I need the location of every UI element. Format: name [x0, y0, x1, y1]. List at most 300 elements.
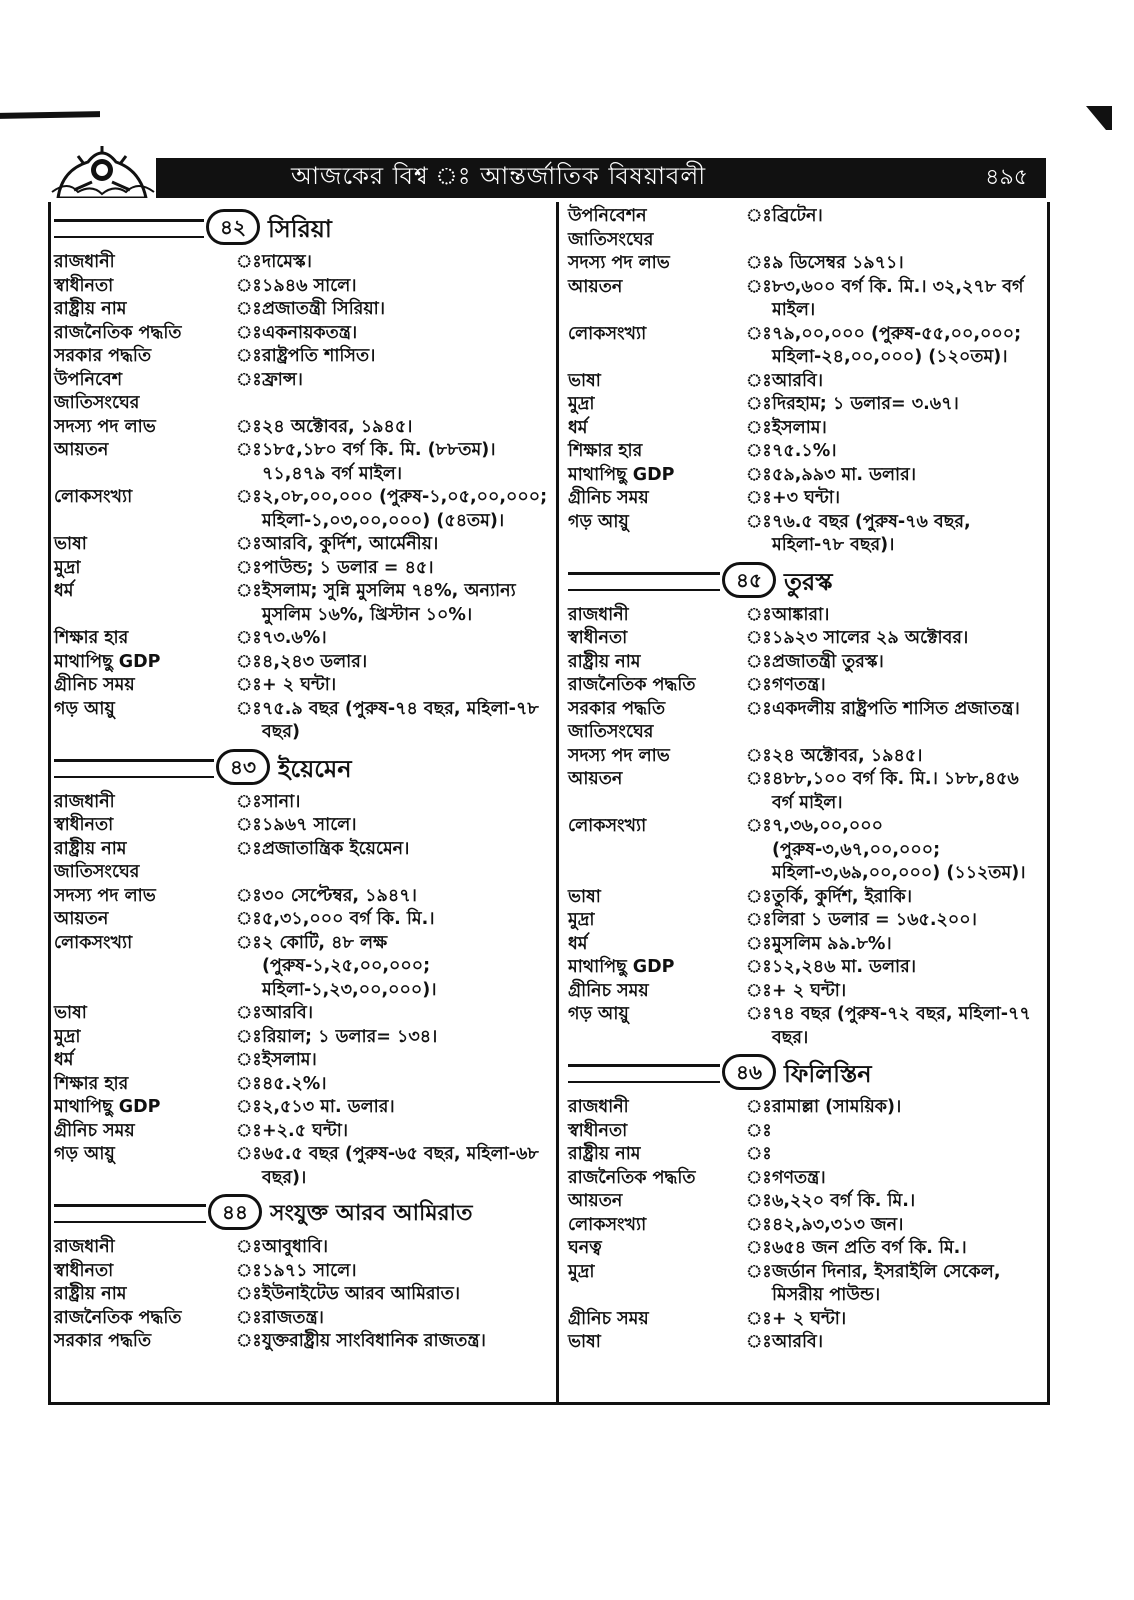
- info-row: [54, 651, 548, 675]
- field-label: সরকার পদ্ধতি: [54, 346, 152, 366]
- info-row: [568, 1190, 1038, 1214]
- field-label: ধর্ম: [568, 417, 588, 438]
- field-value: গণতন্ত্র।: [772, 1167, 826, 1188]
- field-label: জাতিসংঘের: [568, 722, 654, 742]
- info-row: [54, 1307, 548, 1331]
- field-value: ১৯৭১ সালে।: [262, 1260, 357, 1281]
- field-value: মুসলিম ৯৯.৮%।: [772, 933, 892, 954]
- field-value: ৭,৩৬,০০,০০০ (পুরুষ-৩,৬৭,০০,০০০; মহিলা-৩,৬৯,০০,০০০) (১১২তম)।: [772, 816, 1026, 883]
- field-value: ১২,২৪৬ মা. ডলার।: [772, 957, 916, 977]
- field-label: মুদ্রা: [568, 394, 595, 414]
- field-label: স্বাধীনতা: [54, 275, 114, 296]
- field-value: একনায়কতন্ত্র।: [262, 322, 358, 343]
- section-heading: [54, 209, 548, 245]
- field-value: ইসলাম।: [262, 1050, 317, 1070]
- info-rows: [568, 1096, 1038, 1355]
- field-value: [262, 861, 548, 885]
- field-separator: ঃ: [746, 1214, 772, 1235]
- field-separator: [236, 392, 262, 416]
- info-rows: [568, 604, 1038, 1051]
- field-separator: ঃ: [236, 838, 262, 859]
- field-separator: ঃ: [746, 604, 772, 625]
- field-separator: ঃ: [236, 815, 262, 835]
- field-separator: ঃ: [236, 1307, 262, 1328]
- right-column: [568, 205, 1038, 1355]
- field-separator: ঃ: [746, 441, 772, 461]
- field-value: প্রজাতান্ত্রিক ইয়েমেন।: [262, 838, 410, 859]
- info-row: [54, 885, 548, 909]
- info-rows: [54, 1236, 548, 1354]
- field-label: আয়তন: [54, 440, 109, 460]
- header-banner: [156, 158, 1046, 198]
- field-separator: ঃ: [746, 1167, 772, 1188]
- section-number: ৪৪: [208, 1194, 262, 1230]
- field-separator: ঃ: [236, 275, 262, 296]
- field-value: [262, 392, 548, 416]
- field-separator: ঃ: [746, 628, 772, 648]
- field-label: মাথাপিছু GDP: [54, 1097, 161, 1117]
- field-separator: ঃ: [236, 534, 262, 554]
- field-value: রিয়াল; ১ ডলার= ১৩৪।: [262, 1026, 438, 1047]
- field-label: জাতিসংঘের: [568, 229, 654, 250]
- field-separator: ঃ: [236, 1120, 262, 1141]
- field-separator: ঃ: [746, 253, 772, 273]
- field-label: রাজনৈতিক পদ্ধতি: [54, 322, 182, 343]
- page-number: ৪৯৫: [985, 164, 1028, 190]
- field-value: ২৪ অক্টোবর, ১৯৪৫।: [262, 416, 413, 437]
- info-row: [568, 745, 1038, 769]
- info-row: [54, 298, 548, 322]
- section-uae: [54, 1194, 548, 1354]
- field-separator: ঃ: [746, 933, 772, 954]
- info-row: [568, 1331, 1038, 1355]
- info-row: [568, 886, 1038, 910]
- info-row: [568, 1120, 1038, 1144]
- field-separator: ঃ: [746, 1004, 772, 1024]
- info-row: [568, 205, 1038, 229]
- info-row: [54, 416, 548, 440]
- field-label: ভাষা: [568, 370, 601, 391]
- field-label: আয়তন: [568, 1191, 623, 1211]
- field-separator: ঃ: [746, 323, 772, 344]
- field-label: শিক্ষার হার: [54, 628, 129, 648]
- info-row: [568, 464, 1038, 488]
- field-label: সরকার পদ্ধতি: [54, 1331, 152, 1351]
- field-label: রাষ্ট্রীয় নাম: [568, 651, 641, 672]
- info-row: [54, 486, 548, 533]
- field-value: ৭৪ বছর (পুরুষ-৭২ বছর, মহিলা-৭৭ বছর।: [772, 1004, 1031, 1048]
- field-separator: ঃ: [236, 932, 262, 953]
- field-label: সরকার পদ্ধতি: [568, 698, 666, 719]
- info-row: [54, 1120, 548, 1144]
- info-row: [568, 323, 1038, 370]
- field-value: ১৮৫,১৮০ বর্গ কি. মি. (৮৮তম)। ৭১,৪৭৯ বর্গ মাইল।: [262, 440, 496, 484]
- field-label: মুদ্রা: [568, 1261, 595, 1282]
- info-rows: [54, 791, 548, 1191]
- field-label: লোকসংখ্যা: [54, 932, 133, 953]
- field-separator: ঃ: [746, 886, 772, 907]
- field-value: আরবি।: [772, 370, 824, 391]
- info-row: [54, 580, 548, 627]
- field-separator: ঃ: [746, 1238, 772, 1258]
- field-label: রাজনৈতিক পদ্ধতি: [54, 1307, 182, 1328]
- field-label: রাজধানী: [54, 1237, 115, 1257]
- info-row: [568, 674, 1038, 698]
- field-label: স্বাধীনতা: [54, 1260, 114, 1281]
- section-uae-continued: [568, 205, 1038, 558]
- field-separator: ঃ: [236, 675, 262, 695]
- field-label: মাথাপিছু GDP: [568, 957, 675, 977]
- section-heading: [568, 1054, 1038, 1090]
- field-label: মুদ্রা: [54, 1026, 81, 1047]
- field-value: ১৯২৩ সালের ২৯ অক্টোবর।: [772, 628, 969, 648]
- field-label: ভাষা: [568, 1332, 601, 1352]
- field-label: রাজধানী: [54, 252, 115, 272]
- field-label: রাষ্ট্রীয় নাম: [54, 299, 127, 319]
- field-value: + ২ ঘন্টা।: [772, 1308, 847, 1329]
- section-title: সংযুক্ত আরব আমিরাত: [270, 1201, 473, 1226]
- info-row: [54, 533, 548, 557]
- field-label: সদস্য পদ লাভ: [54, 885, 156, 906]
- field-label: লোকসংখ্যা: [568, 816, 647, 836]
- info-row: [568, 604, 1038, 628]
- info-row: [568, 229, 1038, 253]
- field-label: লোকসংখ্যা: [568, 323, 647, 344]
- info-row: [568, 276, 1038, 323]
- field-separator: ঃ: [746, 769, 772, 789]
- info-row: [54, 908, 548, 932]
- field-separator: ঃ: [746, 1120, 772, 1141]
- info-row: [54, 1330, 548, 1354]
- field-label: রাজনৈতিক পদ্ধতি: [568, 1167, 696, 1188]
- scan-edge-mark: [0, 111, 100, 119]
- info-row: [54, 439, 548, 486]
- info-row: [54, 1236, 548, 1260]
- field-label: ভাষা: [568, 886, 601, 907]
- field-value: আরবি।: [772, 1332, 824, 1352]
- field-value: ২,৫১৩ মা. ডলার।: [262, 1097, 395, 1117]
- field-separator: ঃ: [236, 440, 262, 460]
- field-separator: ঃ: [236, 1003, 262, 1023]
- field-separator: ঃ: [746, 910, 772, 930]
- field-label: সদস্য পদ লাভ: [54, 416, 156, 437]
- field-separator: ঃ: [236, 1260, 262, 1281]
- field-separator: ঃ: [236, 791, 262, 812]
- info-row: [54, 369, 548, 393]
- section-number: ৪৬: [722, 1054, 776, 1090]
- field-separator: ঃ: [236, 628, 262, 648]
- field-separator: ঃ: [236, 581, 262, 601]
- info-row: [54, 1026, 548, 1050]
- info-row: [54, 1143, 548, 1190]
- field-label: স্বাধীনতা: [568, 628, 628, 648]
- section-heading: [568, 562, 1038, 598]
- field-value: ৫,৩১,০০০ বর্গ কি. মি.।: [262, 909, 435, 929]
- field-separator: ঃ: [746, 745, 772, 766]
- field-separator: ঃ: [236, 346, 262, 366]
- field-separator: ঃ: [746, 980, 772, 1001]
- info-row: [568, 815, 1038, 886]
- section-turkey: [568, 562, 1038, 1051]
- column-divider: [556, 202, 559, 1405]
- field-value: ৯ ডিসেম্বর ১৯৭১।: [772, 253, 904, 273]
- heading-rule: [568, 1064, 720, 1083]
- field-label: আয়তন: [568, 769, 623, 789]
- field-value: ৭৯,০০,০০০ (পুরুষ-৫৫,০০,০০০; মহিলা-২৪,০০,০০০) (১২০তম)।: [772, 323, 1022, 367]
- field-label: রাষ্ট্রীয় নাম: [568, 1144, 641, 1164]
- info-row: [54, 838, 548, 862]
- field-value: ইসলাম; সুন্নি মুসলিম ৭৪%, অন্যান্য মুসলিম ১৬%, খ্রিস্টান ১০%।: [262, 581, 516, 625]
- publisher-logo-icon: [48, 140, 156, 198]
- info-row: [54, 392, 548, 416]
- field-separator: ঃ: [236, 1097, 262, 1117]
- field-value: রাজতন্ত্র।: [262, 1307, 324, 1328]
- info-row: [568, 627, 1038, 651]
- field-separator: ঃ: [746, 957, 772, 977]
- info-row: [568, 698, 1038, 722]
- field-label: জাতিসংঘের: [54, 862, 140, 882]
- field-separator: ঃ: [236, 416, 262, 437]
- field-value: ৬,২২০ বর্গ কি. মি.।: [772, 1191, 916, 1211]
- field-label: রাজধানী: [54, 791, 115, 812]
- field-separator: ঃ: [236, 1026, 262, 1047]
- field-value: গণতন্ত্র।: [772, 675, 826, 695]
- field-separator: ঃ: [746, 488, 772, 508]
- field-separator: ঃ: [746, 651, 772, 672]
- field-label: উপনিবেশন: [568, 206, 647, 226]
- field-separator: ঃ: [236, 322, 262, 343]
- field-label: ঘনত্ব: [568, 1238, 602, 1258]
- field-value: ইউনাইটেড আরব আমিরাত।: [262, 1284, 460, 1304]
- field-value: [772, 229, 1038, 253]
- info-row: [568, 956, 1038, 980]
- scan-edge-mark: [1086, 106, 1112, 130]
- section-syria: [54, 209, 548, 745]
- field-label: গড় আয়ু: [568, 1004, 629, 1024]
- info-row: [568, 909, 1038, 933]
- field-label: আয়তন: [568, 276, 623, 297]
- field-separator: ঃ: [236, 557, 262, 578]
- field-separator: ঃ: [746, 464, 772, 485]
- info-row: [568, 440, 1038, 464]
- field-label: গ্রীনিচ সময়: [568, 488, 649, 508]
- field-value: ২৪ অক্টোবর, ১৯৪৫।: [772, 745, 923, 766]
- field-label: জাতিসংঘের: [54, 393, 140, 413]
- field-value: ৫৯,৯৯৩ মা. ডলার।: [772, 464, 916, 485]
- field-separator: ঃ: [746, 206, 772, 226]
- field-value: পাউন্ড; ১ ডলার = ৪৫।: [262, 557, 434, 578]
- field-value: +২.৫ ঘন্টা।: [262, 1120, 349, 1141]
- info-row: [568, 721, 1038, 745]
- field-label: স্বাধীনতা: [568, 1120, 628, 1141]
- info-row: [568, 1143, 1038, 1167]
- field-separator: ঃ: [236, 1284, 262, 1304]
- field-value: ১৯৪৬ সালে।: [262, 275, 357, 296]
- field-label: মুদ্রা: [54, 557, 81, 578]
- info-row: [54, 814, 548, 838]
- info-row: [568, 370, 1038, 394]
- field-label: ধর্ম: [568, 933, 588, 954]
- info-row: [568, 980, 1038, 1004]
- info-row: [54, 557, 548, 581]
- section-number: ৪৩: [216, 749, 270, 785]
- info-row: [568, 1237, 1038, 1261]
- field-value: লিরা ১ ডলার = ১৬৫.২০০।: [772, 910, 977, 930]
- info-row: [568, 933, 1038, 957]
- field-value: ৬৫৪ জন প্রতি বর্গ কি. মি.।: [772, 1238, 967, 1258]
- field-separator: ঃ: [746, 276, 772, 297]
- field-separator: [746, 229, 772, 253]
- field-label: স্বাধীনতা: [54, 815, 114, 835]
- field-label: ধর্ম: [54, 581, 74, 601]
- page-header: [48, 140, 1046, 198]
- field-separator: ঃ: [236, 651, 262, 672]
- field-separator: ঃ: [236, 885, 262, 906]
- field-separator: ঃ: [236, 369, 262, 390]
- field-separator: ঃ: [236, 487, 262, 507]
- field-separator: ঃ: [746, 698, 772, 719]
- field-separator: ঃ: [236, 1073, 262, 1094]
- info-row: [568, 1214, 1038, 1238]
- field-value: ৪২,৯৩,৩১৩ জন।: [772, 1214, 904, 1235]
- heading-rule: [54, 1204, 206, 1223]
- field-separator: ঃ: [746, 370, 772, 391]
- field-separator: ঃ: [746, 417, 772, 438]
- field-separator: ঃ: [746, 675, 772, 695]
- info-row: [54, 1002, 548, 1026]
- info-row: [54, 345, 548, 369]
- field-value: ৬৫.৫ বছর (পুরুষ-৬৫ বছর, মহিলা-৬৮ বছর)।: [262, 1144, 539, 1188]
- field-separator: ঃ: [746, 1144, 772, 1164]
- field-value: [772, 1143, 1038, 1167]
- field-label: ভাষা: [54, 1003, 87, 1023]
- field-label: গ্রীনিচ সময়: [54, 1120, 135, 1141]
- info-row: [568, 1261, 1038, 1308]
- field-value: ৭৫.৯ বছর (পুরুষ-৭৪ বছর, মহিলা-৭৮ বছর): [262, 698, 539, 742]
- field-value: + ২ ঘন্টা।: [772, 980, 847, 1001]
- field-value: আবুধাবি।: [262, 1237, 329, 1257]
- field-value: যুক্তরাষ্ট্রীয় সাংবিধানিক রাজতন্ত্র।: [262, 1331, 486, 1351]
- field-label: সদস্য পদ লাভ: [568, 745, 670, 766]
- field-value: দিরহাম; ১ ডলার= ৩.৬৭।: [772, 394, 959, 414]
- info-row: [54, 1283, 548, 1307]
- heading-rule: [54, 219, 204, 238]
- info-row: [54, 322, 548, 346]
- field-separator: ঃ: [236, 299, 262, 319]
- field-label: গড় আয়ু: [54, 1144, 115, 1164]
- info-row: [568, 511, 1038, 558]
- field-value: ৪৮৮,১০০ বর্গ কি. মি.। ১৮৮,৪৫৬ বর্গ মাইল।: [772, 769, 1019, 813]
- section-title: ফিলিস্তিন: [784, 1060, 872, 1088]
- info-row: [54, 932, 548, 1003]
- field-value: ৪,২৪৩ ডলার।: [262, 651, 368, 672]
- info-row: [54, 275, 548, 299]
- field-value: ২,০৮,০০,০০০ (পুরুষ-১,০৫,০০,০০০; মহিলা-১,০৩,০০,০০০) (৫৪তম)।: [262, 487, 548, 531]
- field-value: +৩ ঘন্টা।: [772, 488, 841, 508]
- field-value: [772, 1120, 1038, 1144]
- field-separator: [236, 861, 262, 885]
- left-column: [54, 205, 548, 1354]
- field-label: রাষ্ট্রীয় নাম: [54, 838, 127, 859]
- field-value: ৮৩,৬০০ বর্গ কি. মি.। ৩২,২৭৮ বর্গ মাইল।: [772, 276, 1024, 320]
- field-label: রাজধানী: [568, 1097, 629, 1117]
- section-number: ৪২: [206, 209, 260, 245]
- info-row: [568, 252, 1038, 276]
- info-row: [568, 651, 1038, 675]
- field-value: ৭৬.৫ বছর (পুরুষ-৭৬ বছর, মহিলা-৭৮ বছর)।: [772, 511, 971, 555]
- field-separator: ঃ: [746, 1308, 772, 1329]
- info-row: [54, 674, 548, 698]
- info-row: [54, 698, 548, 745]
- field-label: ভাষা: [54, 534, 87, 554]
- field-value: দামেস্ক।: [262, 252, 312, 272]
- field-value: জর্ডান দিনার, ইসরাইলি সেকেল, মিসরীয় পাউন্ড।: [772, 1261, 1001, 1305]
- heading-rule: [54, 759, 214, 778]
- field-label: উপনিবেশ: [54, 369, 123, 390]
- heading-rule: [568, 572, 720, 591]
- info-row: [568, 1308, 1038, 1332]
- field-separator: ঃ: [236, 1144, 262, 1164]
- field-label: গড় আয়ু: [568, 511, 629, 532]
- info-row: [54, 251, 548, 275]
- field-label: ধর্ম: [54, 1050, 74, 1070]
- field-separator: ঃ: [746, 816, 772, 836]
- field-value: ৪৫.২%।: [262, 1073, 327, 1094]
- info-row: [54, 1096, 548, 1120]
- info-row: [568, 1003, 1038, 1050]
- info-rows: [54, 251, 548, 745]
- field-value: + ২ ঘন্টা।: [262, 675, 337, 695]
- info-row: [54, 1049, 548, 1073]
- section-title: ইয়েমেন: [278, 754, 352, 783]
- section-palestine: [568, 1054, 1038, 1355]
- field-label: লোকসংখ্যা: [568, 1214, 647, 1235]
- section-number: ৪৫: [722, 562, 776, 598]
- info-rows: [568, 205, 1038, 558]
- field-value: রামাল্লা (সাময়িক)।: [772, 1097, 902, 1117]
- field-label: গ্রীনিচ সময়: [54, 675, 135, 695]
- section-yemen: [54, 749, 548, 1191]
- field-separator: ঃ: [236, 252, 262, 272]
- section-heading: [54, 1194, 548, 1230]
- field-value: ফ্রান্স।: [262, 369, 303, 390]
- field-value: ইসলাম।: [772, 417, 827, 438]
- field-value: ১৯৬৭ সালে।: [262, 815, 357, 835]
- field-value: একদলীয় রাষ্ট্রপতি শাসিত প্রজাতন্ত্র।: [772, 698, 1020, 719]
- field-label: রাজধানী: [568, 604, 629, 625]
- field-label: মাথাপিছু GDP: [568, 464, 675, 485]
- field-value: ব্রিটেন।: [772, 206, 823, 226]
- info-row: [568, 1167, 1038, 1191]
- section-title: সিরিয়া: [268, 215, 332, 243]
- section-title: তুরস্ক: [784, 567, 833, 596]
- field-label: শিক্ষার হার: [568, 441, 643, 461]
- field-label: লোকসংখ্যা: [54, 487, 133, 507]
- field-separator: ঃ: [746, 1261, 772, 1282]
- field-separator: ঃ: [746, 1332, 772, 1352]
- field-label: আয়তন: [54, 909, 109, 929]
- field-separator: ঃ: [746, 1097, 772, 1117]
- page-title: আজকের বিশ্ব ঃ আন্তর্জাতিক বিষয়াবলী: [291, 162, 707, 190]
- field-separator: [746, 721, 772, 745]
- info-row: [568, 417, 1038, 441]
- info-row: [54, 791, 548, 815]
- info-row: [568, 487, 1038, 511]
- section-heading: [54, 749, 548, 785]
- field-value: প্রজাতন্ত্রী তুরস্ক।: [772, 651, 884, 672]
- field-label: মুদ্রা: [568, 910, 595, 930]
- field-label: রাষ্ট্রীয় নাম: [54, 1284, 127, 1304]
